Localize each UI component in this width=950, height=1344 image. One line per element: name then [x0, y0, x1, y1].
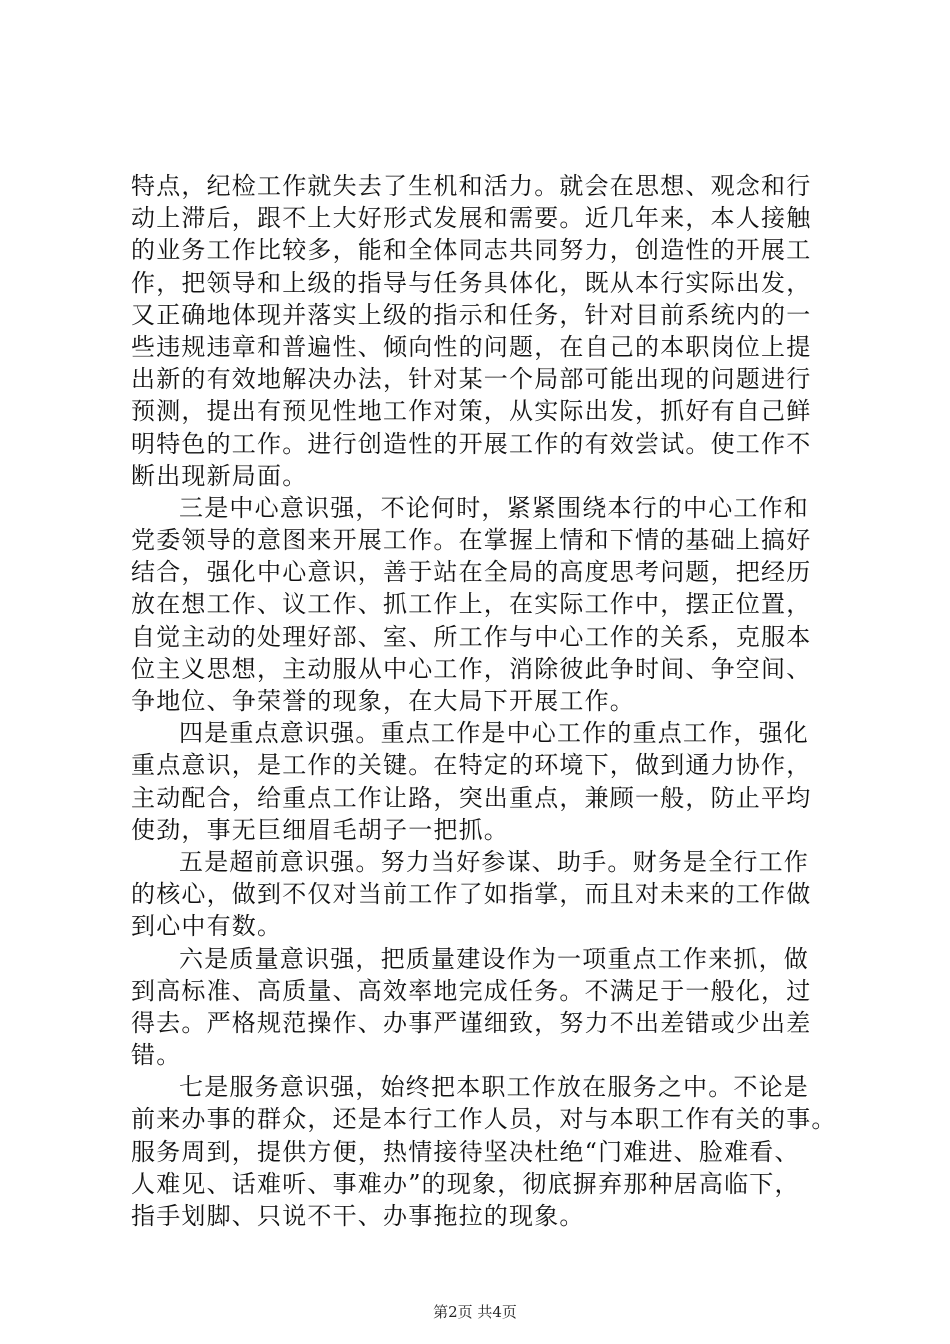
text-line: 指手划脚、只说不干、办事拖拉的现象。	[131, 1202, 585, 1230]
text-line: 主动配合，给重点工作让路，突出重点，兼顾一般，防止平均	[131, 783, 812, 812]
document-body	[131, 170, 841, 1232]
page-number-label: 第2页 共4页	[433, 1303, 517, 1321]
text-line: 使劲，事无巨细眉毛胡子一把抓。	[131, 815, 509, 844]
text-line: 些违规违章和普遍性、倾向性的问题，在自己的本职岗位上提	[131, 332, 812, 361]
text-line: 到高标准、高质量、高效率地完成任务。不满足于一般化，过	[131, 976, 812, 1005]
text-line: 的核心，做到不仅对当前工作了如指掌，而且对未来的工作做	[131, 880, 812, 909]
text-line: 作，把领导和上级的指导与任务具体化，既从本行实际出发，	[131, 268, 812, 297]
text-line: 明特色的工作。进行创造性的开展工作的有效尝试。使工作不	[131, 429, 812, 458]
text-line: 自觉主动的处理好部、室、所工作与中心工作的关系，克服本	[131, 622, 812, 651]
paragraph-first-line: 四是重点意识强。重点工作是中心工作的重点工作，强化	[179, 719, 809, 748]
text-line: 又正确地体现并落实上级的指示和任务，针对目前系统内的一	[131, 300, 812, 329]
text-line: 预测，提出有预见性地工作对策，从实际出发，抓好有自己鲜	[131, 397, 812, 426]
text-line: 出新的有效地解决办法，针对某一个局部可能出现的问题进行	[131, 365, 812, 394]
paragraph-first-line: 六是质量意识强，把质量建设作为一项重点工作来抓，做	[179, 944, 809, 973]
text-line: 人难见、话难听、事难办”的现象，彻底摒弃那种居高临下，	[131, 1169, 800, 1198]
text-line: 错。	[131, 1041, 182, 1070]
text-line: 争地位、争荣誉的现象，在大局下开展工作。	[131, 687, 635, 715]
paragraph-first-line: 七是服务意识强，始终把本职工作放在服务之中。不论是	[179, 1073, 809, 1102]
text-line: 位主义思想，主动服从中心工作，消除彼此争时间、争空间、	[131, 654, 812, 683]
text-line: 的业务工作比较多，能和全体同志共同努力，创造性的开展工	[131, 236, 812, 265]
text-line: 动上滞后，跟不上大好形式发展和需要。近几年来，本人接触	[131, 204, 812, 233]
text-line: 到心中有数。	[131, 912, 283, 941]
text-line: 前来办事的群众，还是本行工作人员，对与本职工作有关的事。	[131, 1105, 837, 1134]
text-line: 党委领导的意图来开展工作。在掌握上情和下情的基础上搞好	[131, 526, 812, 555]
text-line: 重点意识，是工作的关键。在特定的环境下，做到通力协作，	[131, 751, 812, 780]
text-line: 服务周到，提供方便，热情接待坚决杜绝“门难进、脸难看、	[131, 1137, 800, 1166]
text-line: 特点，纪检工作就失去了生机和活力。就会在思想、观念和行	[131, 172, 812, 200]
text-line: 得去。严格规范操作、办事严谨细致，努力不出差错或少出差	[131, 1008, 812, 1037]
text-line: 断出现新局面。	[131, 461, 308, 490]
paragraph-first-line: 五是超前意识强。努力当好参谋、助手。财务是全行工作	[179, 847, 809, 876]
page-footer	[0, 1302, 950, 1322]
text-line: 结合，强化中心意识，善于站在全局的高度思考问题，把经历	[131, 558, 812, 587]
paragraph-first-line: 三是中心意识强，不论何时，紧紧围绕本行的中心工作和	[179, 493, 809, 522]
text-line: 放在想工作、议工作、抓工作上，在实际工作中，摆正位置，	[131, 590, 812, 619]
